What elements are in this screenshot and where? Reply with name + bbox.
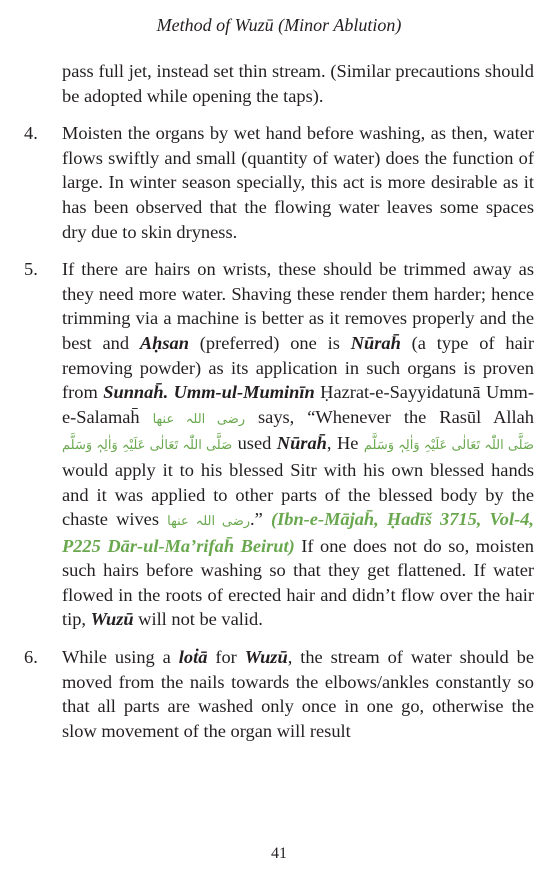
continued-paragraph: pass full jet, instead set thin stream. (Similar precautions should be adopted while opening the taps). [62, 61, 534, 106]
term-nurah: Nūrah̄ [276, 433, 327, 454]
text-run: used [232, 433, 277, 454]
item-text [62, 257, 534, 632]
term-sunnah: Sunnah̄. Umm-ul-Muminīn [103, 382, 315, 403]
text-run: .” [250, 509, 271, 530]
item-text [62, 645, 534, 743]
text-run: (a type of hair removing powder) as its application in such organs is proven from [62, 332, 534, 403]
term-wuzu: Wuzū [90, 609, 134, 630]
text-run: for [207, 647, 245, 668]
arabic-dua-radiya: رضی اللہ عنھا [152, 410, 246, 426]
item-number: 5. [24, 259, 38, 280]
arabic-salawat: صَلَّی اللّٰہ تَعَالٰی عَلَیْہِ وَاٰلِہٖ وَسَلَّم [363, 437, 535, 453]
text-run: says, “Whenever the Rasūl Allah [245, 406, 534, 427]
item-number: 4. [24, 123, 38, 144]
list-item-4 [24, 121, 534, 244]
hadith-reference: (Ibn-e-Mājah̄, Ḥadīš 3715, Vol-4, P225 Dār-ul-Ma’rifah̄ Beirut) [62, 509, 534, 556]
term-lota: loṫā [178, 647, 208, 668]
page-body [24, 59, 534, 756]
text-run: would apply it to his blessed Sitr with his own blessed hands and it was applied to other parts of the blessed body by the chaste wives [62, 459, 534, 530]
arabic-salawat: صَلَّی اللّٰہ تَعَالٰی عَلَیْہِ وَاٰلِہٖ وَسَلَّم [62, 437, 233, 453]
page-number: 41 [271, 845, 287, 862]
term-ahsan: Aḥsan [139, 332, 189, 353]
text-run: While using a [62, 647, 179, 668]
item-text: Moisten the organs by wet hand before washing, as then, water flows swiftly and small (quantity of water) does the function of large. In winter season specially, this act is more desirable as it has been observed that the flowing water leaves some spaces dry due to skin dryness. [62, 123, 534, 242]
list-item-5 [24, 257, 534, 632]
term-wuzu: Wuzū [244, 647, 288, 668]
text-run: , He [326, 433, 364, 454]
list-item-6 [24, 645, 534, 743]
text-run: Ḥazrat-e-Sayyidatunā Umm-e-Salamah̄ [62, 382, 534, 427]
text-run: If one does not do so, moisten such hairs before washing so that they get flattened. If water flowed in the roots of erected hair and didn’t flow over the hair tip, [62, 535, 534, 630]
item-number: 6. [24, 647, 38, 668]
term-nurah: Nūrah̄ [350, 332, 401, 353]
running-header: Method of Wuzū (Minor Ablution) [156, 15, 402, 35]
text-run: (preferred) one is [188, 332, 351, 353]
text-run: , the stream of water should be moved from the nails towards the elbows/ankles constantly so that all parts are washed only once in one go, otherwise the slow movement of the organ will result [62, 647, 534, 741]
arabic-dua-radiya: رضی اللہ عنھا [167, 513, 251, 529]
text-run: If there are hairs on wrists, these should be trimmed away as they need more water. Shaving these render them harder; hence trimming via a machine is better as it removes properly and the best and [62, 259, 534, 353]
text-run: will not be valid. [133, 609, 263, 630]
